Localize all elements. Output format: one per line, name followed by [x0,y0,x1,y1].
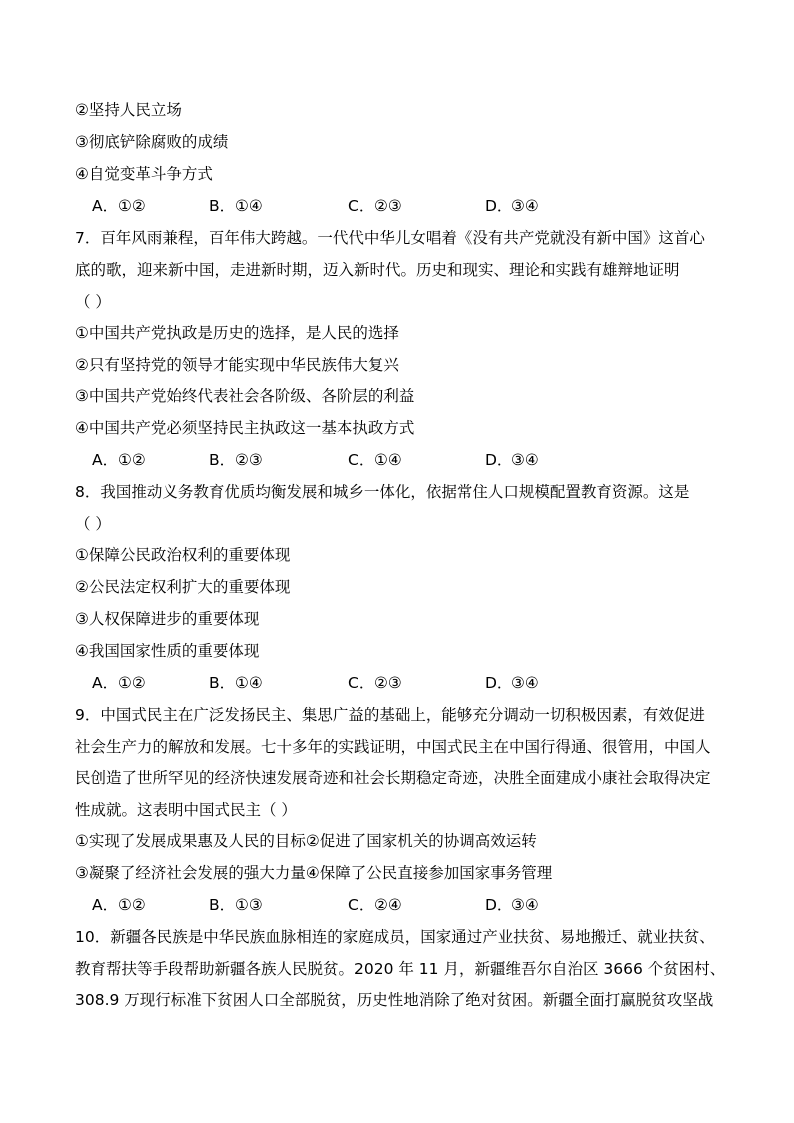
q9-stem-line-1: 9．中国式民主在广泛发扬民主、集思广益的基础上，能够充分调动一切积极因素，有效促进 [75,706,705,724]
q8-stem-line-1: 8．我国推动义务教育优质均衡发展和城乡一体化，依据常住人口规模配置教育资源。这是 [75,483,690,501]
q8-choice-a[interactable]: A．①② [92,674,146,692]
q8-choices [92,673,652,693]
q6-choice-a[interactable]: A．①② [92,197,146,215]
q10-stem-line-2: 教育帮扶等手段帮助新疆各族人民脱贫。2020 年 11 月，新疆维吾尔自治区 3666 个贫困村、 [75,960,726,978]
q8-stem-line-2: （ ） [75,515,111,533]
q7-stem-line-2: 底的歌，迎来新中国，走进新时期，迈入新时代。历史和现实、理论和实践有雄辩地证明 [75,261,680,279]
q8-choice-c[interactable]: C．②③ [348,674,402,692]
q10-stem-line-3: 308.9 万现行标准下贫困人口全部脱贫，历史性地消除了绝对贫困。新疆全面打赢脱贫攻坚战 [75,991,714,1009]
q8-choice-b[interactable]: B．①④ [209,674,263,692]
q9-choice-d[interactable]: D．③④ [485,896,539,914]
q6-choice-b[interactable]: B．①④ [209,197,263,215]
q9-stem-line-3: 民创造了世所罕见的经济快速发展奇迹和社会长期稳定奇迹，决胜全面建成小康社会取得决定 [75,769,711,787]
q8-option-2: ②公民法定权利扩大的重要体现 [75,578,291,596]
q7-choices [92,450,652,470]
q9-stem-line-2: 社会生产力的解放和发展。七十多年的实践证明，中国式民主在中国行得通、很管用，中国人 [75,738,711,756]
q7-stem-line-1: 7．百年风雨兼程，百年伟大跨越。一代代中华儿女唱着《没有共产党就没有新中国》这首心 [75,229,705,247]
q10-stem-line-1: 10．新疆各民族是中华民族血脉相连的家庭成员，国家通过产业扶贫、易地搬迁、就业扶贫、 [75,928,715,946]
q9-option-row-1: ①实现了发展成果惠及人民的目标②促进了国家机关的协调高效运转 [75,832,537,850]
q8-option-4: ④我国国家性质的重要体现 [75,642,260,660]
q6-choice-d[interactable]: D．③④ [485,197,539,215]
q8-option-3: ③人权保障进步的重要体现 [75,610,260,628]
q7-option-1: ①中国共产党执政是历史的选择，是人民的选择 [75,324,399,342]
q7-stem-line-3: （ ） [75,293,111,311]
q7-option-3: ③中国共产党始终代表社会各阶级、各阶层的利益 [75,387,415,405]
q6-option-4: ④自觉变革斗争方式 [75,165,213,183]
q9-choice-a[interactable]: A．①② [92,896,146,914]
q6-choices [92,196,652,216]
q7-choice-b[interactable]: B．②③ [209,451,263,469]
q6-choice-c[interactable]: C．②③ [348,197,402,215]
q8-choice-d[interactable]: D．③④ [485,674,539,692]
q9-choice-c[interactable]: C．②④ [348,896,402,914]
q7-choice-c[interactable]: C．①④ [348,451,402,469]
q6-option-2: ②坚持人民立场 [75,101,182,119]
q9-option-row-2: ③凝聚了经济社会发展的强大力量④保障了公民直接参加国家事务管理 [75,864,553,882]
q7-choice-a[interactable]: A．①② [92,451,146,469]
q9-choice-b[interactable]: B．①③ [209,896,263,914]
q7-choice-d[interactable]: D．③④ [485,451,539,469]
q7-option-4: ④中国共产党必须坚持民主执政这一基本执政方式 [75,419,415,437]
q9-stem-line-4: 性成就。这表明中国式民主（ ） [75,801,297,819]
q6-option-3: ③彻底铲除腐败的成绩 [75,133,229,151]
q9-choices [92,895,652,915]
q7-option-2: ②只有坚持党的领导才能实现中华民族伟大复兴 [75,356,399,374]
q8-option-1: ①保障公民政治权利的重要体现 [75,546,291,564]
